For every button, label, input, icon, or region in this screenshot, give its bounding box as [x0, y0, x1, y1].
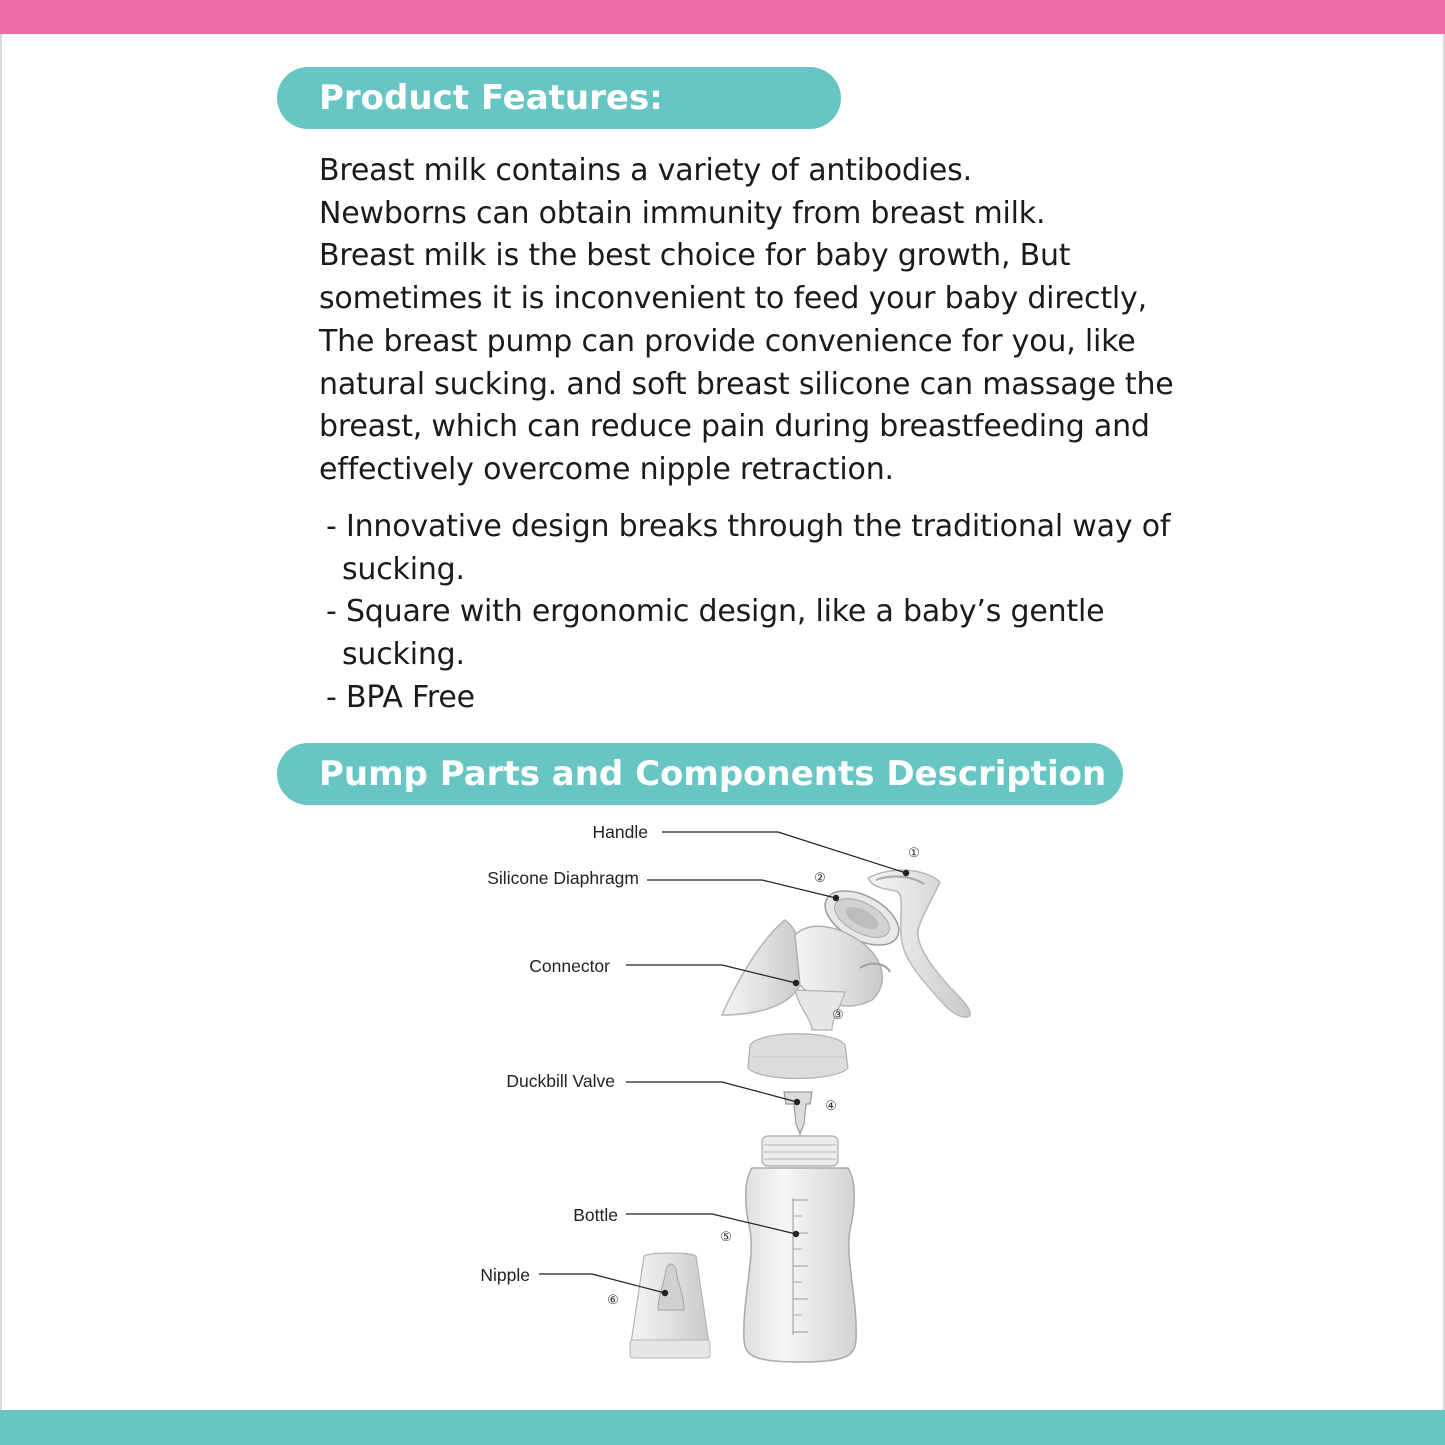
- duckbill-valve-part: [784, 1092, 812, 1134]
- intro-paragraph: Breast milk contains a variety of antibodies. Newborns can obtain immunity from breast milk. Breast milk is the best choice for baby growth, But sometimes it is inconvenient to feed your baby directly, The breast pump can provide convenience for you, like natural sucking. and soft breast silicone can massage the breast, which can reduce pain during breastfeeding and effectively overcome nipple retraction.: [319, 153, 1174, 487]
- callout-number-6: ⑥: [607, 1292, 619, 1307]
- bottom-teal-band: [0, 1410, 1445, 1445]
- callout-number-3: ③: [832, 1007, 844, 1022]
- feature-list: [326, 506, 1226, 720]
- label-connector: Connector: [529, 956, 610, 976]
- feature-item: - Square with ergonomic design, like a baby’s gentle sucking.: [326, 594, 1105, 673]
- feature-item: - BPA Free: [326, 679, 475, 715]
- label-handle: Handle: [592, 822, 648, 842]
- nipple-part: [630, 1253, 710, 1358]
- label-bottle: Bottle: [573, 1205, 618, 1225]
- top-pink-band: [0, 0, 1445, 34]
- left-border: [0, 34, 2, 1410]
- pump-parts-heading: Pump Parts and Components Description: [277, 743, 1123, 805]
- connector-part: [722, 920, 890, 1079]
- callout-number-1: ①: [908, 845, 920, 860]
- bottle-part: [744, 1136, 856, 1362]
- feature-item: - Innovative design breaks through the traditional way of sucking.: [326, 509, 1171, 587]
- callout-number-4: ④: [825, 1098, 837, 1113]
- callout-number-2: ②: [814, 870, 826, 885]
- pump-parts-diagram: [440, 815, 1000, 1395]
- label-duckbill-valve: Duckbill Valve: [506, 1071, 615, 1091]
- label-nipple: Nipple: [480, 1265, 530, 1285]
- callout-number-5: ⑤: [720, 1229, 732, 1244]
- product-features-heading: Product Features:: [277, 67, 841, 129]
- label-silicone-diaphragm: Silicone Diaphragm: [487, 868, 639, 888]
